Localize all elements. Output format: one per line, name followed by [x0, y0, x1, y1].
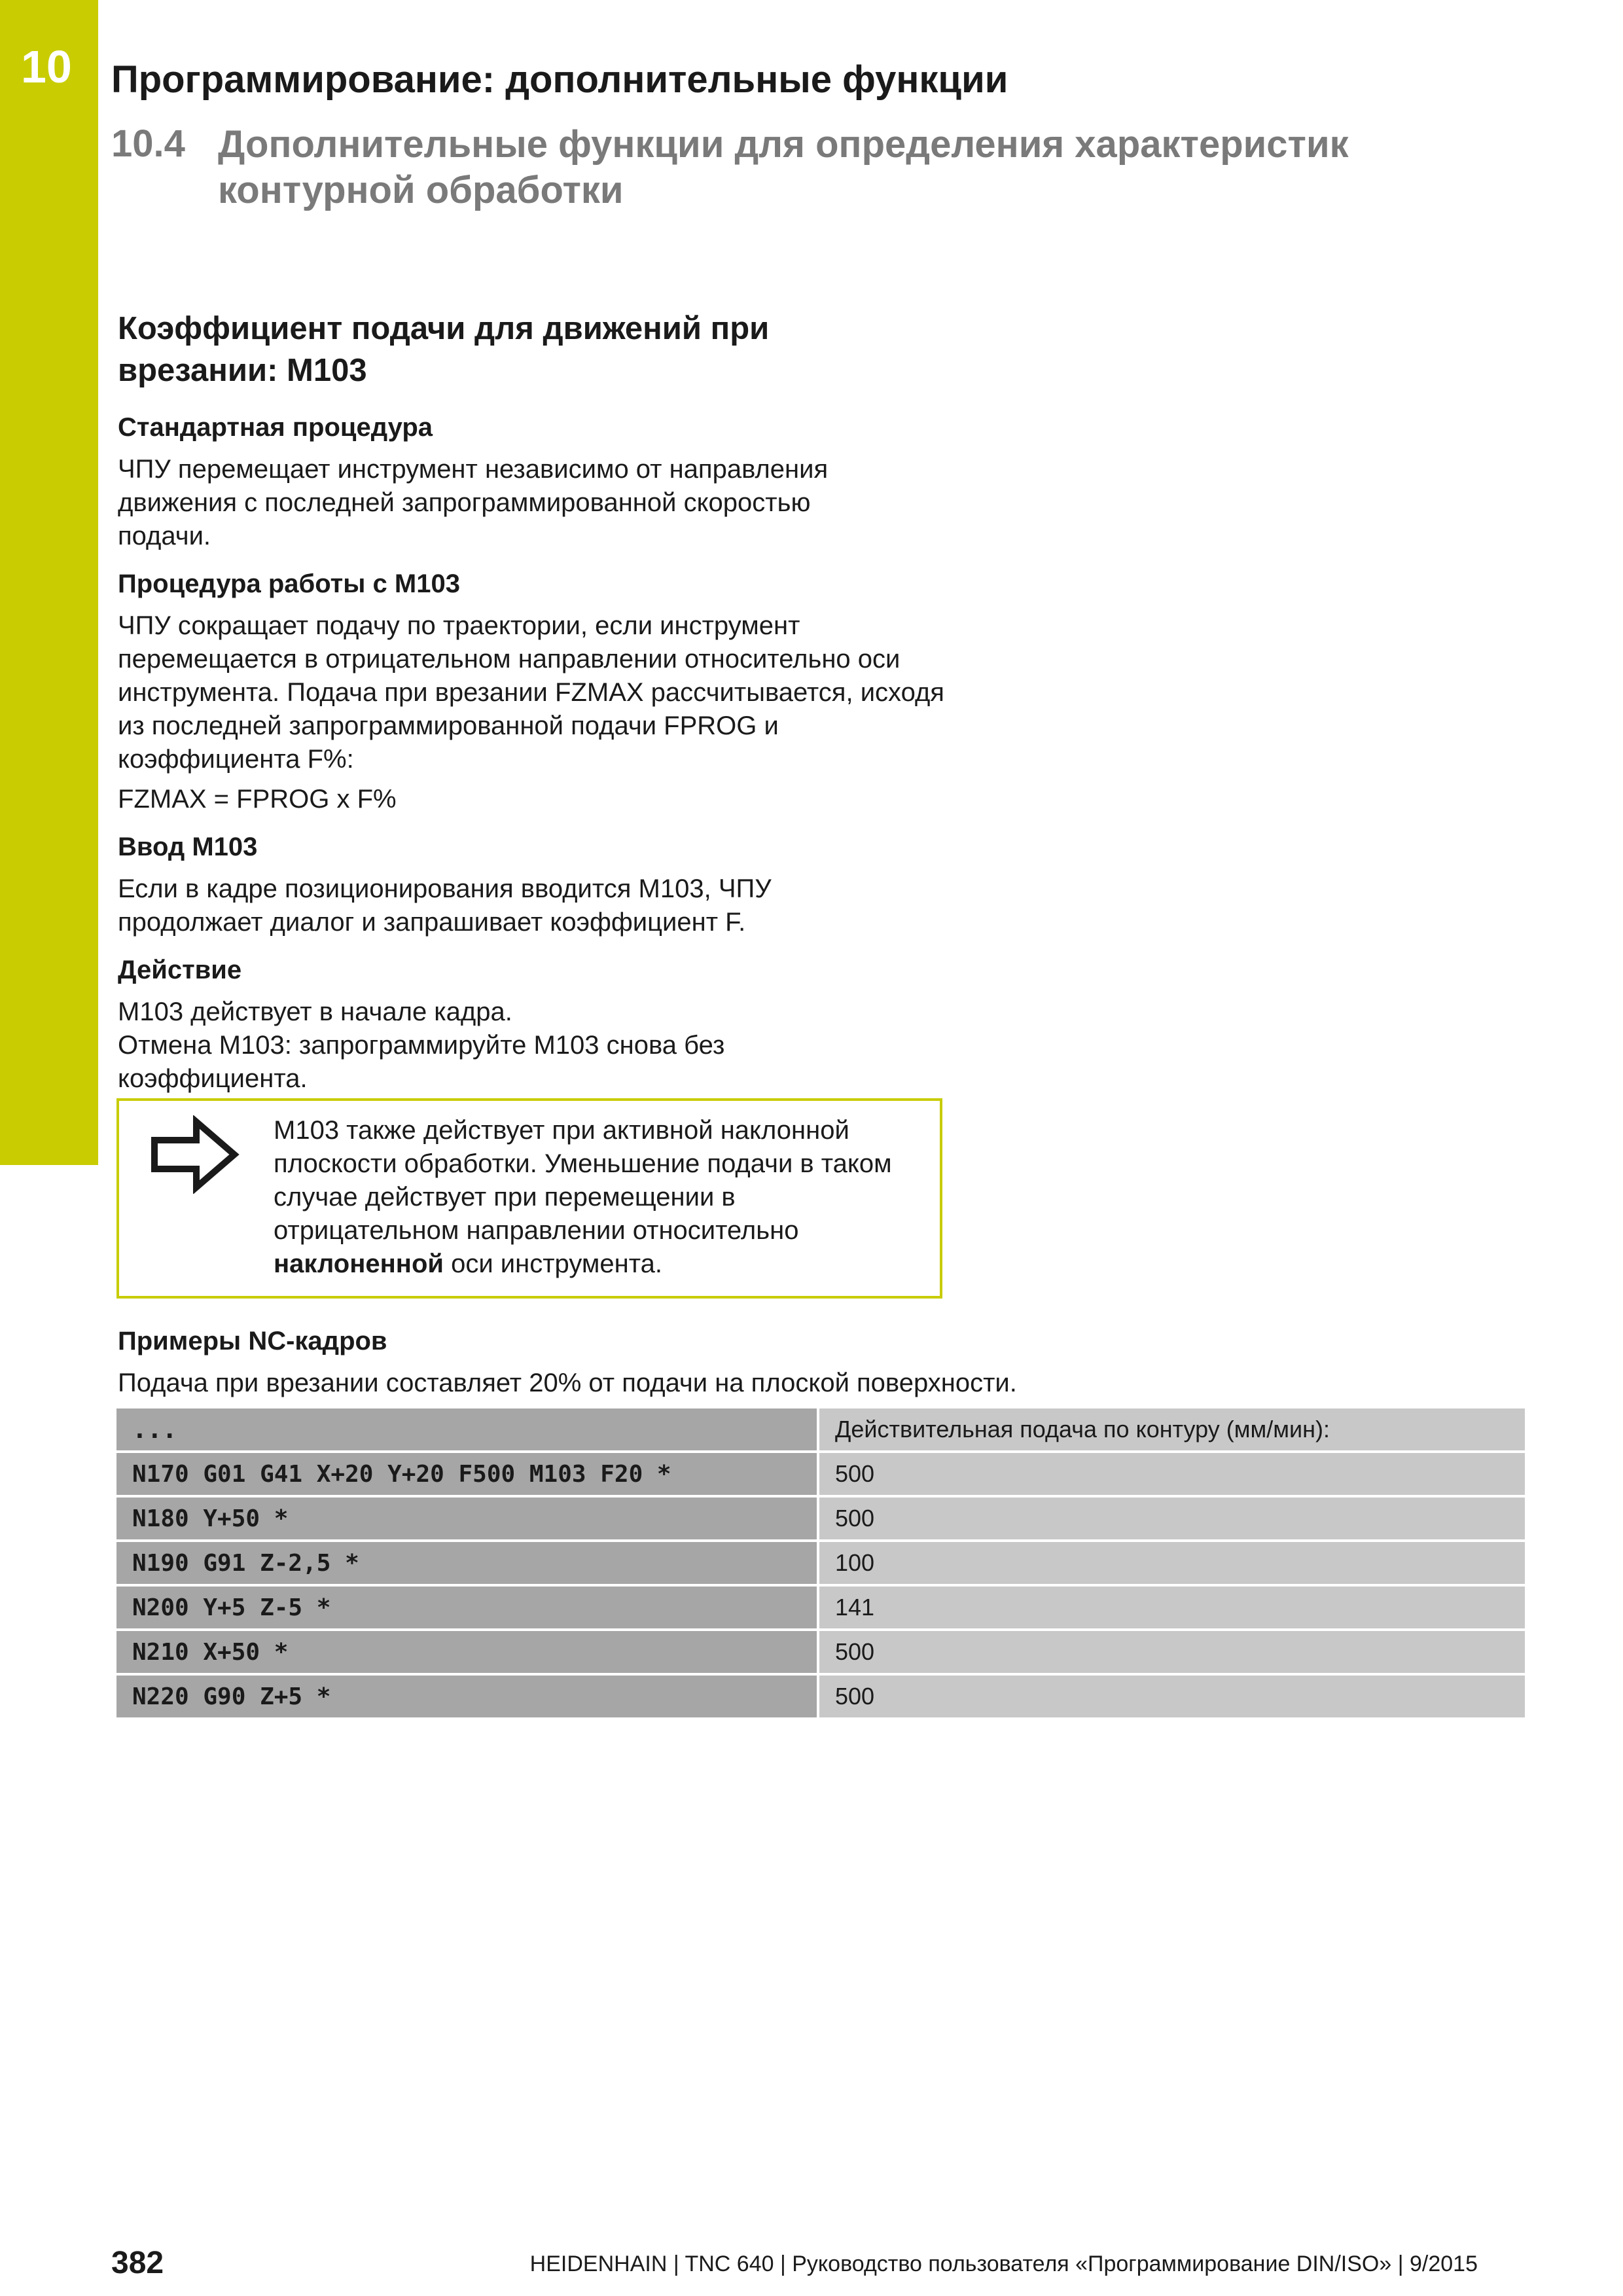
note-text-start: M103 также действует при активной наклонной плоскости обработки. Уменьшение подачи в таком случае действует при перемещении в отрицательном направлении относительно: [274, 1116, 892, 1245]
note-box: [116, 1098, 942, 1299]
effect-text: [118, 996, 838, 1096]
article-heading: [118, 308, 955, 391]
formula: FZMAX = FPROG x F%: [118, 785, 397, 814]
nc-code-cell: N180 Y+50 *: [116, 1498, 819, 1542]
nc-code-cell: N170 G01 G41 X+20 Y+20 F500 M103 F20 *: [116, 1453, 819, 1498]
chapter-title: Программирование: дополнительные функции: [111, 58, 1008, 101]
table-row: [116, 1587, 1525, 1631]
input-heading: Ввод M103: [118, 833, 258, 861]
chapter-number: 10: [21, 41, 72, 92]
nc-code-cell: N200 Y+5 Z-5 *: [116, 1587, 819, 1631]
section-number: 10.4: [111, 122, 185, 165]
page-number: 382: [111, 2246, 164, 2280]
nc-code-cell: N190 G91 Z-2,5 *: [116, 1542, 819, 1587]
table-row: [116, 1631, 1525, 1676]
table-header-row: [116, 1408, 1525, 1453]
section-title: Дополнительные функции для определения характеристик контурной обработки: [218, 123, 1349, 211]
input-text: Если в кадре позиционирования вводится M103, ЧПУ продолжает диалог и запрашивает коэффициент F.: [118, 874, 772, 937]
feed-value-cell: 500: [819, 1676, 1525, 1720]
table-row: [116, 1453, 1525, 1498]
arrow-right-icon: [149, 1115, 241, 1194]
note-text-end: оси инструмента.: [443, 1249, 662, 1278]
feed-value-cell: 500: [819, 1631, 1525, 1676]
article-heading-line2: врезании: M103: [118, 353, 367, 388]
examples-heading: Примеры NC-кадров: [118, 1327, 387, 1355]
m103-heading: Процедура работы с M103: [118, 569, 460, 598]
effect-text-line1: M103 действует в начале кадра.: [118, 997, 512, 1026]
nc-blocks-table: [116, 1408, 1525, 1720]
feed-value-cell: 500: [819, 1453, 1525, 1498]
table-row: [116, 1498, 1525, 1542]
note-text: [274, 1114, 921, 1281]
feed-value-cell: 100: [819, 1542, 1525, 1587]
effect-heading: Действие: [118, 956, 242, 984]
effect-text-line2: Отмена M103: запрограммируйте M103 снова без коэффициента.: [118, 1031, 725, 1093]
nc-code-cell: N220 G90 Z+5 *: [116, 1676, 819, 1720]
chapter-side-bar: [0, 0, 98, 1165]
article-heading-line1: Коэффициент подачи для движений при: [118, 311, 770, 346]
examples-section: [118, 1325, 1165, 1414]
note-text-bold: наклоненной: [274, 1249, 444, 1278]
standard-text: ЧПУ перемещает инструмент независимо от направления движения с последней запрограммированной скоростью подачи.: [118, 455, 829, 550]
table-row: [116, 1542, 1525, 1587]
m103-text: ЧПУ сокращает подачу по траектории, если инструмент перемещается в отрицательном направлении относительно оси инструмента. Подача при врезании FZMAX рассчитывается, исходя из последней запрограммированной подачи FPROG и коэффициента F%:: [118, 611, 944, 774]
footer-text: HEIDENHAIN | TNC 640 | Руководство пользователя «Программирование DIN/ISO» | 9/2015: [529, 2251, 1478, 2276]
table-row: [116, 1676, 1525, 1720]
table-header-value: Действительная подача по контуру (мм/мин):: [819, 1408, 1525, 1453]
nc-code-cell: N210 X+50 *: [116, 1631, 819, 1676]
feed-value-cell: 141: [819, 1587, 1525, 1631]
article-body: [118, 308, 955, 1110]
table-header-code: ...: [116, 1408, 819, 1453]
examples-intro: Подача при врезании составляет 20% от подачи на плоской поверхности.: [118, 1369, 1017, 1397]
feed-value-cell: 500: [819, 1498, 1525, 1542]
standard-heading: Стандартная процедура: [118, 413, 433, 442]
